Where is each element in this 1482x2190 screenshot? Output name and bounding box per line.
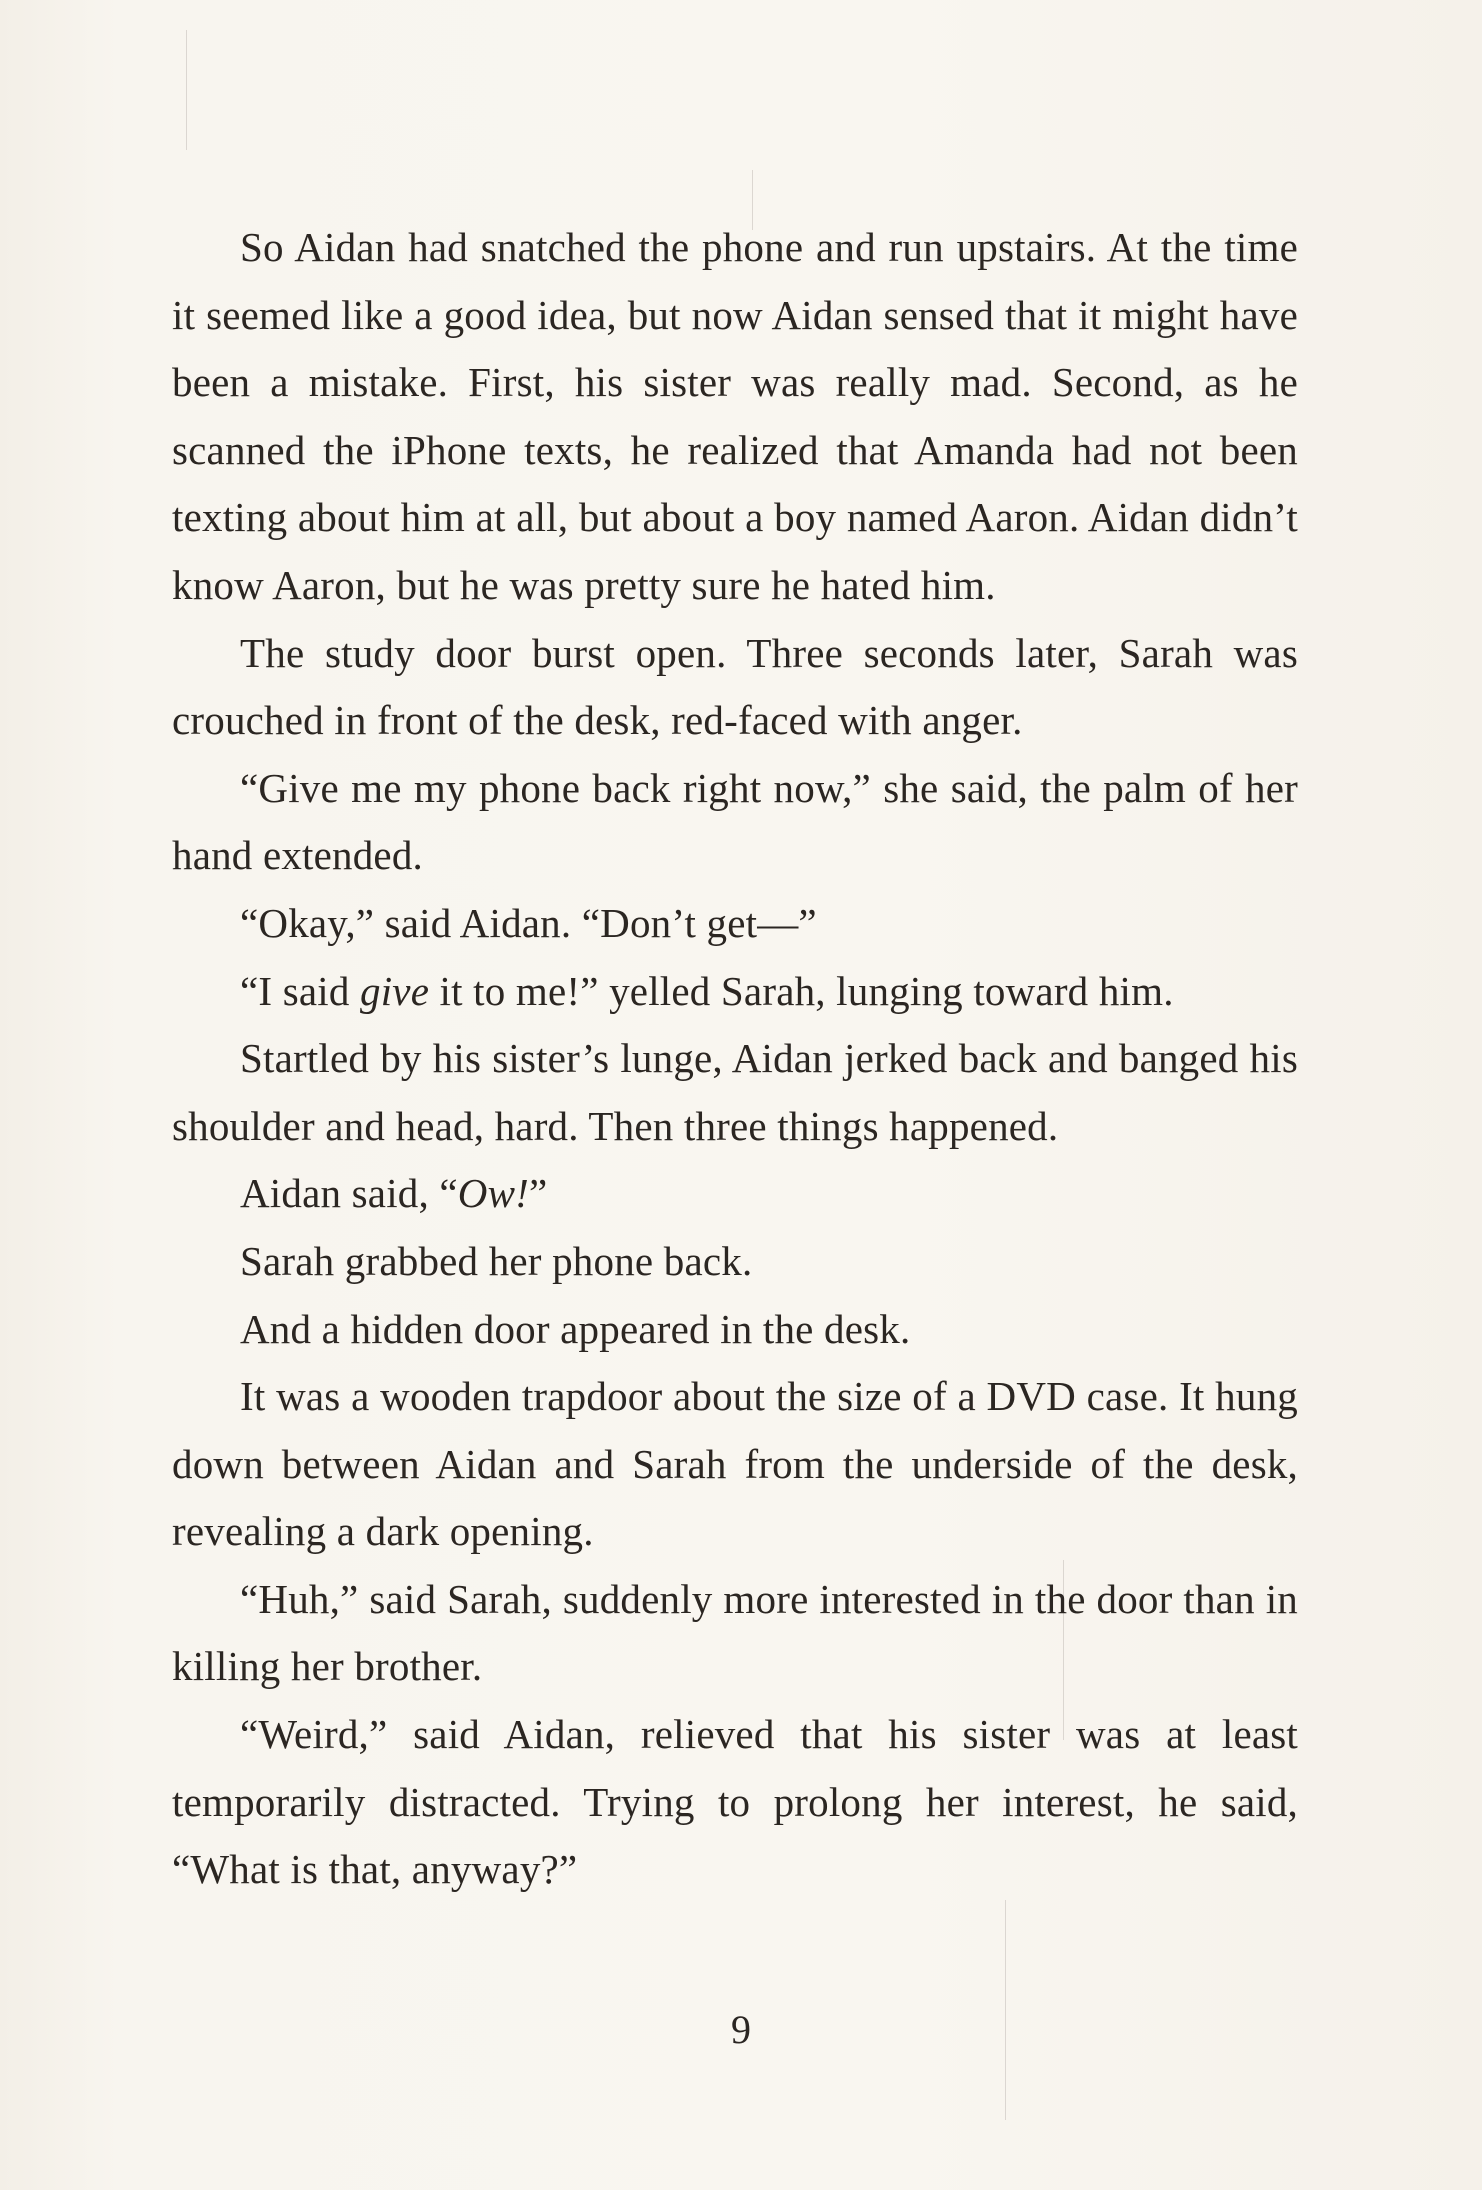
emphasis: Ow! — [457, 1170, 530, 1217]
paragraph: “I said give it to me!” yelled Sarah, lunging toward him. — [240, 967, 1174, 1014]
scan-mark-left — [186, 30, 187, 150]
paragraph: Aidan said, “Ow!” — [240, 1170, 548, 1217]
paragraph: “Weird,” said Aidan, relieved that his sister was at least temporarily distracted. Trying to prolong her interest, he said, “What is that, anyway?” — [172, 1711, 1298, 1893]
paragraph: And a hidden door appeared in the desk. — [240, 1305, 911, 1352]
paragraph: So Aidan had snatched the phone and run upstairs. At the time it seemed like a good idea, but now Aidan sensed that it might have been a mistake. First, his sister was really mad. Second, as he scanned the iPhone texts, he realized that Amanda had not been texting about him at all, but about a boy named Aaron. Aidan didn’t know Aaron, but he was pretty sure he hated him. — [172, 224, 1298, 608]
paragraph: It was a wooden trapdoor about the size of a DVD case. It hung down between Aidan and Sarah from the underside of the desk, revealing a dark opening. — [172, 1373, 1298, 1555]
paragraph: “Okay,” said Aidan. “Don’t get—” — [240, 899, 817, 946]
paragraph: “Give me my phone back right now,” she said, the palm of her hand extended. — [172, 764, 1298, 879]
paragraph: The study door burst open. Three seconds later, Sarah was crouched in front of the desk, red-faced with anger. — [172, 629, 1298, 744]
page-number: 9 — [731, 2007, 751, 2052]
paragraph: “Huh,” said Sarah, suddenly more interested in the door than in killing her brother. — [172, 1575, 1298, 1690]
emphasis: give — [360, 967, 430, 1014]
paragraph: Startled by his sister’s lunge, Aidan jerked back and banged his shoulder and head, hard. Then three things happened. — [172, 1035, 1298, 1149]
paragraph: Sarah grabbed her phone back. — [240, 1237, 753, 1284]
body-text — [172, 214, 1298, 1904]
